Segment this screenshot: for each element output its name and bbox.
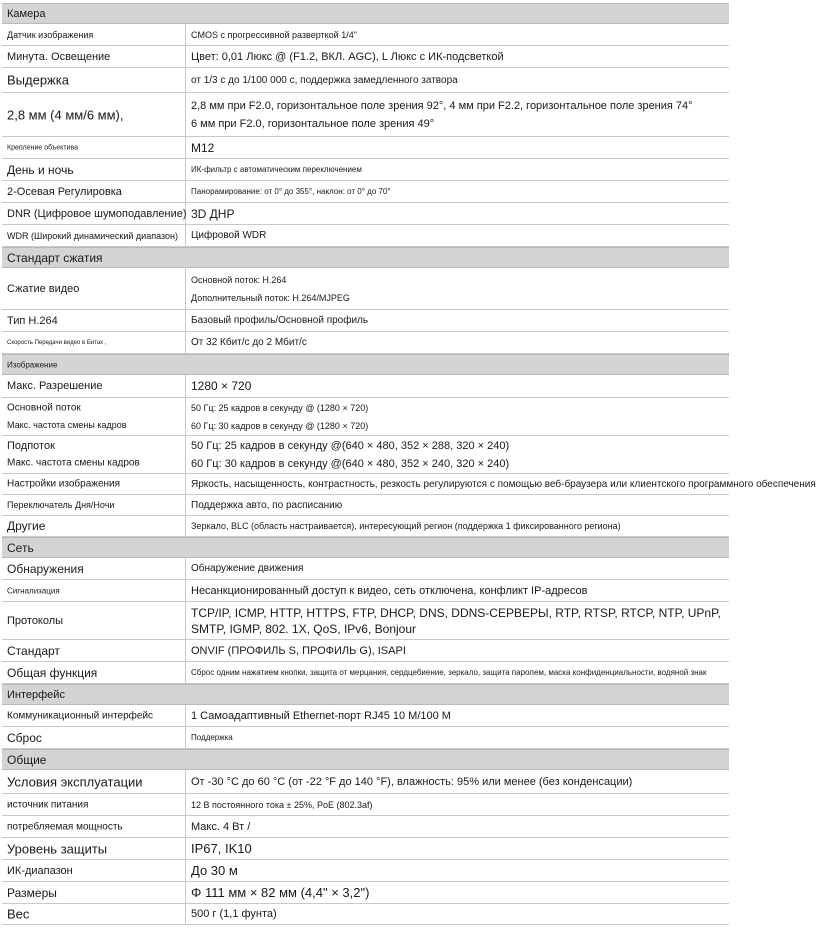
spec-value-cell [186,794,729,815]
spec-row [2,705,729,727]
spec-label: Макс. Разрешение [7,380,103,392]
spec-value: CMOS с прогрессивной разверткой 1/4" [191,29,357,40]
spec-value-cell [186,558,729,579]
spec-value-cell [186,580,729,601]
spec-label-cell [2,181,186,202]
spec-label: ИК-диапазон [7,864,73,877]
spec-value-cell [186,332,729,353]
spec-label: Основной поток [7,402,81,414]
spec-label-cell [2,375,186,397]
spec-value: ИК-фильтр с автоматическим переключением [191,165,362,174]
section-header [2,247,729,268]
spec-value-cell [186,203,729,224]
spec-value-cell [186,225,729,246]
spec-row [2,794,729,816]
spec-label: Общая функция [7,665,98,680]
spec-row [2,558,729,580]
spec-label-cell [2,203,186,224]
spec-value-cell [186,24,729,45]
spec-value: От -30 °C до 60 °C (от -22 °F до 140 °F), влажность: 95% или менее (без конденсации) [191,775,633,788]
spec-value-cell [186,882,729,903]
spec-row [2,860,729,882]
spec-label-cell [2,268,186,309]
spec-label-cell [2,770,186,793]
spec-label: Крепление объектива [7,144,78,151]
spec-label-cell [2,882,186,903]
spec-label-cell [2,838,186,859]
spec-label-cell [2,398,186,435]
spec-label-cell [2,137,186,158]
spec-value: Основной поток: H.264 [191,274,287,285]
spec-value: 500 г (1,1 фунта) [191,908,277,920]
section-title: Стандарт сжатия [7,250,103,265]
spec-value-cell [186,516,729,536]
spec-value: ONVIF (ПРОФИЛЬ S, ПРОФИЛЬ G), ISAPI [191,644,406,657]
spec-value: 50 Гц: 25 кадров в секунду @(640 × 480, 352 × 288, 320 × 240) [191,439,510,452]
spec-label: Тип H.264 [7,314,58,327]
spec-label: День и ночь [7,162,74,177]
spec-value: Несанкционированный доступ к видео, сеть отключена, конфликт IP-адресов [191,584,588,597]
spec-row [2,816,729,838]
spec-value: Базовый профиль/Основной профиль [191,315,369,326]
spec-label-cell [2,580,186,601]
spec-value: TCP/IP, ICMP, HTTP, HTTPS, FTP, DHCP, DNS, DDNS-СЕРВЕРЫ, RTP, RTSP, RTCP, NTP, UPnP, SMTP, IGMP, 802. 1X, QoS, IPv6, Bonjour [191,605,721,636]
spec-label: Подпоток [7,440,55,453]
section-title: Сеть [7,540,34,555]
spec-label: Переключатель Дня/Ночи [7,500,115,510]
spec-label-cell [2,602,186,639]
spec-value-cell [186,770,729,793]
spec-label: Сжатие видео [7,282,80,295]
spec-row [2,137,729,159]
section-header [2,749,729,770]
spec-value-cell [186,662,729,683]
spec-label-cell [2,662,186,683]
section-header [2,354,729,375]
spec-label-cell [2,436,186,473]
spec-label: Сигнализация [7,586,60,595]
spec-row [2,375,729,398]
spec-label-cell [2,816,186,837]
spec-label: DNR (Цифровое шумоподавление) [7,207,187,220]
spec-row [2,904,729,925]
spec-value-cell [186,310,729,331]
spec-sublabel: Макс. частота смены кадров [7,457,140,469]
spec-row [2,159,729,181]
spec-value: 1 Самоадаптивный Ethernet-порт RJ45 10 M/100 M [191,709,451,722]
spec-label: Уровень защиты [7,841,108,856]
spec-value: Дополнительный поток: H.264/MJPEG [191,292,350,303]
section-header [2,684,729,705]
spec-value-cell [186,398,729,435]
spec-label: Условия эксплуатации [7,774,143,789]
section-title: Камера [7,7,46,20]
spec-label-cell [2,332,186,353]
spec-value: 2,8 мм при F2.0, горизонтальное поле зрения 92°, 4 мм при F2.2, горизонтальное поле зрения 74° [191,99,693,112]
spec-value: от 1/3 с до 1/100 000 с, поддержка замедленного затвора [191,74,458,86]
spec-label-cell [2,474,186,494]
spec-value: 50 Гц: 25 кадров в секунду @ (1280 × 720) [191,402,369,413]
section-title: Изображение [7,360,58,369]
spec-label-cell [2,225,186,246]
spec-label: Стандарт [7,643,60,658]
spec-value: Обнаружение движения [191,563,304,574]
spec-row [2,181,729,203]
spec-label: 2-Осевая Регулировка [7,185,122,198]
spec-row [2,46,729,68]
spec-table [2,3,816,925]
spec-row [2,203,729,225]
spec-label: Другие [7,519,46,533]
spec-label: источник питания [7,799,89,810]
spec-label: потребляемая мощность [7,821,123,832]
spec-row [2,838,729,860]
spec-value-cell [186,705,729,726]
spec-row [2,770,729,794]
spec-label: Выдержка [7,72,69,88]
spec-value: Φ 111 мм × 82 мм (4,4" × 3,2") [191,885,370,900]
spec-row [2,398,729,436]
spec-row [2,68,729,93]
spec-value-cell [186,159,729,180]
section-header [2,3,729,24]
spec-value: 60 Гц: 30 кадров в секунду @(640 × 480, 352 × 240, 320 × 240) [191,457,510,470]
spec-value-cell [186,268,729,309]
spec-row [2,436,729,474]
spec-row [2,516,729,537]
spec-label-cell [2,310,186,331]
spec-value-cell [186,436,729,473]
spec-value: 3D ДНР [191,206,235,221]
spec-label: Скорость Передачи видео в Битах , [7,339,107,346]
section-header [2,537,729,558]
spec-value-cell [186,727,729,748]
spec-label: Датчик изображения [7,29,94,40]
spec-label-cell [2,46,186,67]
spec-row [2,495,729,516]
spec-row [2,882,729,904]
spec-row [2,662,729,684]
spec-value: Яркость, насыщенность, контрастность, резкость регулируются с помощью веб-браузера или клиентского программного обеспечения [191,478,816,490]
spec-value-cell [186,137,729,158]
spec-row [2,225,729,247]
spec-value-cell [186,181,729,202]
spec-value: До 30 м [191,863,238,878]
spec-label: Обнаружения [7,561,84,576]
spec-value-cell [186,640,729,661]
spec-value-cell [186,495,729,515]
spec-label: Коммуникационный интерфейс [7,710,154,721]
spec-value: Цифровой WDR [191,230,267,241]
spec-value: 1280 × 720 [191,379,252,393]
spec-label-cell [2,640,186,661]
spec-value: 6 мм при F2.0, горизонтальное поле зрения 49° [191,117,435,130]
spec-value: Зеркало, BLC (область настраивается), интересующий регион (поддержка 1 фиксированного региона) [191,521,621,531]
spec-row [2,640,729,662]
spec-value-cell [186,474,816,494]
spec-label-cell [2,68,186,92]
spec-value: 60 Гц: 30 кадров в секунду @ (1280 × 720) [191,420,369,431]
spec-sublabel: Макс. частота смены кадров [7,420,127,431]
spec-value-cell [186,375,729,397]
spec-value: Цвет: 0,01 Люкс @ (F1.2, ВКЛ. AGC), L Люкс с ИК-подсветкой [191,50,504,63]
spec-label-cell [2,24,186,45]
spec-label: Размеры [7,885,57,900]
spec-value-cell [186,602,729,639]
spec-label-cell [2,495,186,515]
spec-label: Настройки изображения [7,478,121,490]
spec-label-cell [2,794,186,815]
spec-label: 2,8 мм (4 мм/6 мм), [7,107,124,122]
spec-label-cell [2,516,186,536]
spec-label: Протоколы [7,614,64,627]
spec-label-cell [2,93,186,136]
spec-value-cell [186,816,729,837]
spec-value: M12 [191,140,215,155]
spec-value-cell [186,860,729,881]
spec-value-cell [186,93,729,136]
spec-value: Поддержка авто, по расписанию [191,499,343,511]
spec-value: От 32 Кбит/с до 2 Мбит/с [191,337,307,348]
spec-row [2,268,729,310]
spec-label-cell [2,159,186,180]
spec-row [2,474,816,495]
spec-label: Сброс [7,730,42,745]
spec-label-cell [2,705,186,726]
spec-row [2,580,729,602]
spec-value-cell [186,904,729,924]
section-title: Интерфейс [7,688,65,701]
spec-value-cell [186,838,729,859]
spec-row [2,310,729,332]
spec-value: IP67, IK10 [191,841,252,856]
spec-label: Вес [7,906,30,922]
spec-value: 12 В постоянного тока ± 25%, PoE (802.3af) [191,799,373,810]
spec-value-cell [186,68,729,92]
spec-value: Панорамирование: от 0° до 355°, наклон: от 0° до 70° [191,187,391,196]
spec-label-cell [2,727,186,748]
spec-row [2,602,729,640]
spec-row [2,727,729,749]
spec-label-cell [2,904,186,924]
spec-row [2,24,729,46]
spec-value-cell [186,46,729,67]
spec-value: Макс. 4 Вт / [191,820,251,833]
spec-value: Поддержка [191,733,233,742]
spec-value: Сброс одним нажатием кнопки, защита от мерцания, сердцебиение, зеркало, защита паролем, маска конфиденциальности, водяной знак [191,668,707,677]
spec-label: WDR (Широкий динамический диапазон) [7,230,178,241]
spec-label-cell [2,860,186,881]
spec-label-cell [2,558,186,579]
spec-row [2,93,729,137]
section-title: Общие [7,752,47,767]
spec-row [2,332,729,354]
spec-label: Минута. Освещение [7,50,111,63]
